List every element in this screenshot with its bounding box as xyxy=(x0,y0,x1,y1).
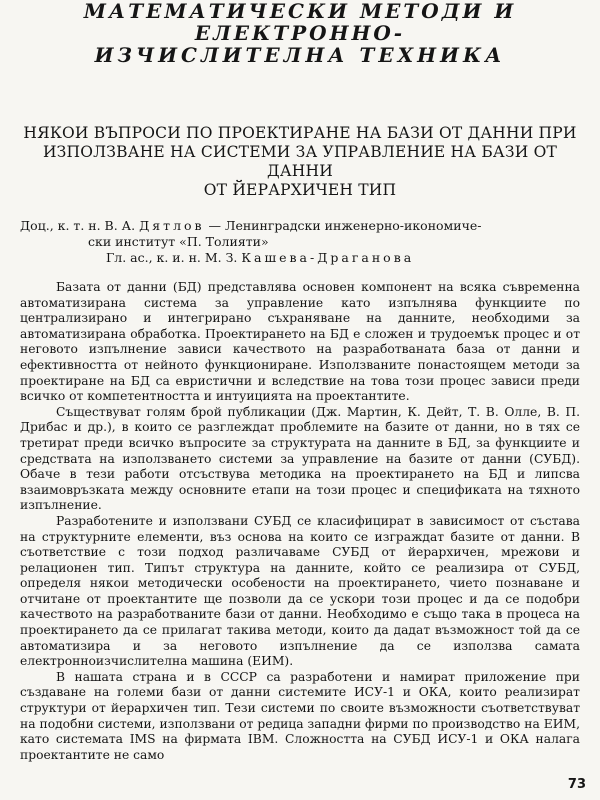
body-paragraph-3: Разработените и използвани СУБД се класифицират в зависимост от състава на структурните елементи, въз основа на които се изграждат базите от данни. В съответствие с този подход различаваме СУБД от йерархичен, мрежови и релационен тип. Типът структура на данните, който се реализира от СУБД, определя някои методически особености на проектирането, чието познаване и отчитане от проектантите ще позволи да се ускори този процес и да се подобри качеството на разработваните бази от данни. Необходимо е също така в процеса на проектирането да се прилагат такива методи, които да дадат възможност той да се автоматизира и за неговото изпълнение да се използва самата електронноизчислителна машина (ЕИМ). xyxy=(20,513,580,669)
body-paragraph-2: Съществуват голям брой публикации (Дж. Мартин, К. Дейт, Т. В. Олле, В. П. Дрибас и др.), в които се разглеждат проблемите на базите от данни, но в тях се третират преди всичко въпросите за структурата на данните в БД, за функциите и средствата на използването системи за управление на базите от данни (СУБД). Обаче в тези работи отсъствува методика на проектирането на БД и липсва взаимовръзката между основните етапи на този процес и спецификата на тяхното изпълнение. xyxy=(20,404,580,513)
body-paragraph-4: В нашата страна и в СССР са разработени и намират приложение при създаване на големи бази от данни системите ИСУ-1 и ОКА, които реализират структури от йерархичен тип. Тези системи по своите възможности съответствуват на подобни системи, използвани от редица западни фирми по производство на ЕИМ, като системата IMS на фирмата IBM. Сложността на СУБД ИСУ-1 и ОКА налага проектантите не само xyxy=(20,669,580,762)
author-1-name: Дятлов xyxy=(139,218,205,233)
author-2 xyxy=(20,250,580,266)
author-block xyxy=(20,218,580,266)
author-1 xyxy=(20,218,580,234)
article-title xyxy=(20,124,580,200)
author-1-affiliation-cont: ски институт «П. Толияти» xyxy=(88,234,269,249)
article-title-line1: НЯКОИ ВЪПРОСИ ПО ПРОЕКТИРАНЕ НА БАЗИ ОТ ДАННИ ПРИ xyxy=(23,124,577,142)
author-1-prefix: Доц., к. т. н. В. А. xyxy=(20,218,136,233)
author-2-name: Кашева-Драганова xyxy=(241,250,415,265)
author-2-prefix: Гл. ас., к. и. н. М. З. xyxy=(106,250,238,265)
author-1-affiliation: — Ленинградски инженерно-икономиче- xyxy=(204,218,482,233)
section-heading-line2: ИЗЧИСЛИТЕЛНА ТЕХНИКА xyxy=(94,43,506,67)
article-title-line2: ИЗПОЛЗВАНЕ НА СИСТЕМИ ЗА УПРАВЛЕНИЕ НА БАЗИ ОТ ДАННИ xyxy=(42,143,558,180)
section-heading-line1: МАТЕМАТИЧЕСКИ МЕТОДИ И ЕЛЕКТРОННО- xyxy=(83,0,517,45)
page-number: 73 xyxy=(567,777,586,792)
article-body xyxy=(20,280,580,763)
section-heading xyxy=(20,0,580,66)
article-title-line3: ОТ ЙЕРАРХИЧЕН ТИП xyxy=(203,181,397,199)
body-paragraph-1: Базата от данни (БД) представлява основен компонент на всяка съвременна автоматизирана система за управление като изпълнява функциите по централизирано и интегрирано съхраняване на данните, необходими за автоматизирана обработка. Проектирането на БД е сложен и трудоемък процес и от неговото изпълнение зависи качеството на разработваната база от данни и ефективността от нейното функциониране. Използваните понастоящем методи за проектиране на БД са евристични и вследствие на това този процес зависи преди всичко от компетентността и интуицията на проектантите. xyxy=(20,280,580,404)
